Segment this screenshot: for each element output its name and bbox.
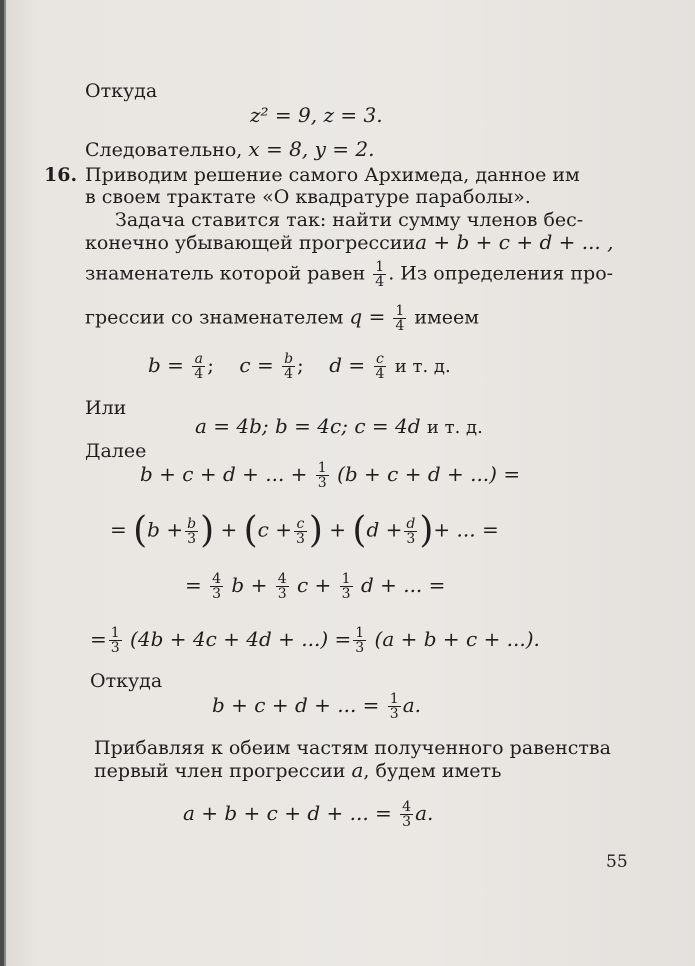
text-fragment: . Из определения про- [388,262,614,285]
denominator: 4 [375,274,385,290]
fraction [109,626,122,655]
fraction [340,572,353,601]
denominator: 3 [389,706,399,722]
denominator: 3 [355,640,365,656]
numerator: 1 [317,460,327,476]
numerator: a [194,351,203,367]
text-line: Приводим решение самого Архимеда, данное им [85,164,580,186]
term: c + [257,517,292,542]
equation-text: d + ... = [360,573,446,597]
equation [212,692,421,721]
equation-text: a + b + c + d + ... = [183,801,392,825]
numerator: 1 [375,259,385,275]
text-line: Откуда [90,670,163,692]
numerator: c [296,515,305,532]
fraction [316,461,329,490]
numerator: b [284,351,294,367]
equation-text: + ... = [433,517,499,542]
numerator: 1 [395,303,405,319]
denominator: 3 [212,586,222,602]
text-line: в своем трактате «О квадратуре параболы». [85,186,531,208]
equation [148,352,451,381]
equals: = [110,517,127,542]
term: b + [147,517,184,542]
numerator: 1 [341,571,351,587]
text-fragment: и т. д. [394,356,451,377]
numerator: d [406,515,416,532]
denominator: 4 [194,366,204,382]
fraction [282,352,295,381]
lhs: d = [329,353,366,377]
variable: a [351,758,364,782]
page-number: 55 [606,852,628,872]
text-line: Откуда [85,80,158,102]
text-fragment: Следовательно, [85,139,243,161]
numerator: c [376,351,384,367]
equation-text: a = 4b; b = 4c; c = 4d [195,414,421,438]
equation-text: b + c + d + ... = [212,693,380,717]
fraction [353,626,366,655]
equation-text: b + c + d + ... + [140,462,308,486]
equation [140,461,520,490]
equation: z² = 9, z = 3. [250,103,383,127]
equation [90,626,540,655]
numerator: 4 [402,799,412,815]
denominator: 3 [110,640,120,656]
text-line [85,138,374,161]
lhs: b = [148,353,184,377]
fraction [388,692,401,721]
problem-number: 16. [44,164,78,186]
text-fragment: и т. д. [426,417,483,438]
denominator: 4 [395,318,405,334]
fraction [192,352,205,381]
equals: = [90,627,107,651]
text-fragment: , будем иметь [363,760,502,782]
denominator: 4 [375,366,385,382]
equation-text: a. [402,693,421,717]
text-fragment: имеем [414,306,480,329]
text-line [85,260,613,289]
equation-text: a. [415,801,434,825]
fraction [185,517,198,546]
fraction [373,260,386,289]
text-line: Прибавляя к обеим частям полученного равенства [94,737,611,759]
text-fragment: грессии со знаменателем [85,306,344,329]
fraction [404,517,417,546]
text-line [85,304,479,333]
text-fragment: первый член прогрессии [94,760,346,782]
punct: ; [207,353,214,377]
series-formula: a + b + c + d + ... , [415,230,614,254]
numerator: 1 [355,625,365,641]
text-line [94,759,501,782]
equation-text: (4b + 4c + 4d + ...) = [130,627,352,651]
fraction [276,572,289,601]
text-line: Далее [85,440,147,462]
variable: q = [349,304,386,329]
denominator: 3 [277,586,287,602]
equation [183,800,433,829]
numerator: 4 [212,571,222,587]
numerator: 1 [389,691,399,707]
numerator: b [187,515,197,532]
equation-text: (b + c + d + ...) = [337,462,521,486]
page-edge-shadow [4,0,6,966]
text-line [85,231,614,254]
fraction [374,352,387,381]
lhs: c = [239,353,274,377]
denominator: 3 [406,530,416,547]
text-line: Задача ставится так: найти сумму членов бес- [115,209,584,231]
equation: x = 8, y = 2. [248,137,375,161]
fraction [210,572,223,601]
plus: + [220,517,238,542]
equation: = (b + $\frac{b}{3}$ ) + (c + $\frac{c}{3}$ ) + (d + $\frac{d}{3}$ )+ ... = [110,510,499,551]
equation-text: (a + b + c + ...). [374,627,540,651]
numerator: 1 [110,625,120,641]
equation [185,572,445,601]
denominator: 3 [402,814,412,830]
fraction [400,800,413,829]
text-line: Или [85,397,127,419]
equals: = [185,573,202,597]
denominator: 3 [187,530,197,547]
term: d + [366,517,403,542]
numerator: 4 [277,571,287,587]
text-fragment: знаменатель которой равен [85,262,366,285]
equation-text: b + [231,573,268,597]
denominator: 3 [341,586,351,602]
plus: + [329,517,347,542]
punct: ; [297,353,304,377]
equation [195,414,483,440]
fraction [294,517,307,546]
denominator: 3 [295,530,305,547]
denominator: 3 [317,475,327,491]
denominator: 4 [284,366,294,382]
fraction [393,304,406,333]
equation-text: c + [296,573,332,597]
text-fragment: конечно убывающей прогрессии [85,232,416,254]
